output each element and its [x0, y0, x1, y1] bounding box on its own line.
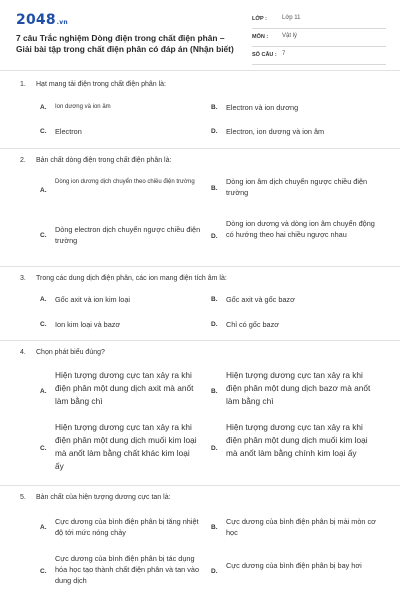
meta-row-subject [252, 31, 386, 47]
meta-row-grade [252, 13, 386, 29]
meta-label: LỚP : [252, 16, 267, 22]
meta-row-count [252, 49, 386, 65]
question-text: 4. Chọn phát biểu đúng? [20, 349, 105, 356]
question-divider [0, 266, 400, 267]
question-divider [0, 148, 400, 149]
meta-value: Lớp 11 [282, 15, 301, 21]
meta-value: Vật lý [282, 33, 298, 39]
meta-value: 7 [282, 51, 286, 57]
worksheet-header [0, 0, 400, 66]
question-text: 1. Hạt mang tải điện trong chất điện phân là: [20, 81, 166, 88]
site-logo[interactable]: 2048.vn [16, 12, 68, 28]
question-text: 2. Bản chất dòng điện trong chất điện phân là: [20, 157, 172, 164]
worksheet-page: 2048.vn 7 câu Trắc nghiệm Dòng điện trong chất điện phân – Giải bài tập trong chất điện phân có đáp án (Nhận biết) LỚP : Lớp 11 MÔN : Vật lý SỐ CÂU : 7 1. Hạt mang tải điện trong chất điện phân là: A. Ion dương và ion âm B. Electron và ion dương C. Electron D. Electron, ion dương và ion âm 2. Bản chất dòng điện trong chất điện phân là: A. Dòng ion dương dịch chuyển theo chiều điện trường B. Dòng ion âm dịch chuyển ngược chiều điện trường C. Dòng electron dịch chuyển ngược chiều điện trường D. Dòng ion dương và dòng ion âm chuyển động có hướng theo hai chiều ngược nhau 3. Trong các dung dịch điện phân, các ion mang điện tích âm là: A. Gốc axit và ion kim loại B. Gốc axit và gốc bazơ C. Ion kim loại và bazơ D. Chỉ có gốc bazơ 4. Chọn phát biểu đúng? A. Hiện tượng dương cực tan xảy ra khi điện phân một dung dịch axit mà anốt làm bằng chì B. Hiện tượng dương cực tan xảy ra khi điện phân một dung dịch bazơ mà anốt làm bằng chì C. Hiện tượng dương cực tan xảy ra khi điện phân một dung dịch muối kim loại mà anốt làm bằng chất khác kim loại ấy D. Hiện tượng dương cực tan xảy ra khi điện phân một dung dịch muối kim loại mà anốt làm bằng chính kim loại ấy 5. Bản chất của hiện tượng dương cực tan là: A. Cực dương của bình điện phân bị tăng nhiệt độ tới mức nóng chảy B. Cực dương của bình điện phân bị mài mòn cơ học C. Cực dương của bình điện phân bị tác dụng hóa học tạo thành chất điện phân và tan vào dung dịch D. Cực dương của bình điện phân bị bay hơi [0, 0, 400, 600]
question-text: 3. Trong các dung dịch điện phân, các ion mang điện tích âm là: [20, 275, 227, 282]
meta-label: SỐ CÂU : [252, 52, 277, 58]
meta-panel [252, 13, 386, 67]
question-divider [0, 340, 400, 341]
meta-label: MÔN : [252, 34, 269, 40]
page-title: 7 câu Trắc nghiệm Dòng điện trong chất điện phân – Giải bài tập trong chất điện phân có đáp án (Nhận biết) [16, 33, 234, 54]
header-divider [0, 70, 400, 71]
question-text: 5. Bản chất của hiện tượng dương cực tan là: [20, 494, 171, 501]
question-divider [0, 485, 400, 486]
